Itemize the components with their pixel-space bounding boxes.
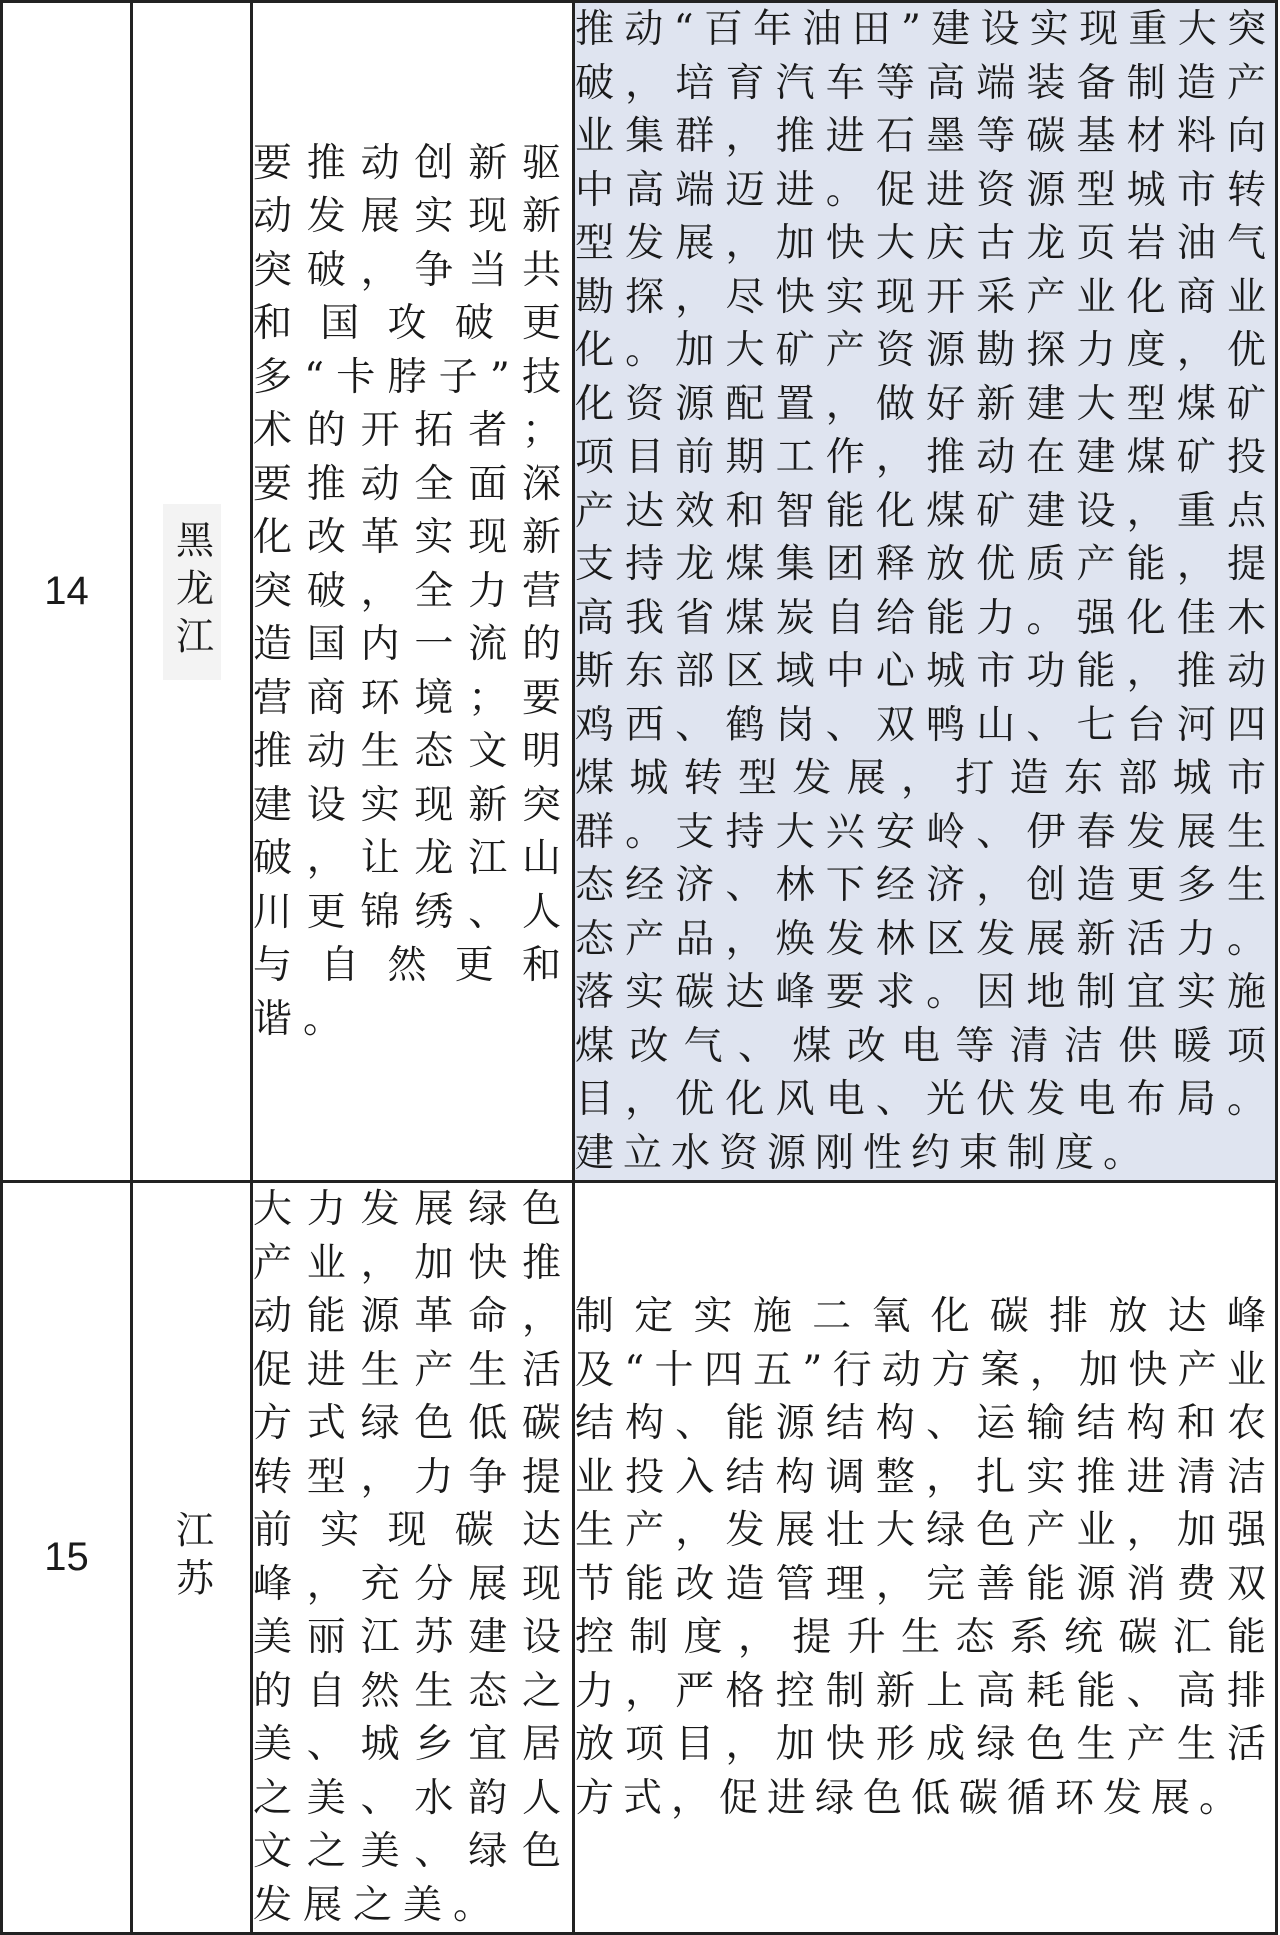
summary-cell: 大力发展绿色产业，加快推动能源革命，促进生产生活方式绿色低碳转型，力争提前实现碳达峰，充分展现美丽江苏建设的自然生态之美、城乡宜居之美、水韵人文之美、绿色发展之美。: [252, 1182, 574, 1934]
table-row: [2, 2, 1277, 1182]
province-cell: [132, 2, 252, 1182]
province-name: 江苏: [169, 1509, 214, 1606]
detail-cell: 推动“百年油田”建设实现重大突破，培育汽车等高端装备制造产业集群，推进石墨等碳基材料向中高端迈进。促进资源型城市转型发展，加快大庆古龙页岩油气勘探，尽快实现开采产业化商业化。加大矿产资源勘探力度，优化资源配置，做好新建大型煤矿项目前期工作，推动在建煤矿投产达效和智能化煤矿建设，重点支持龙煤集团释放优质产能，提高我省煤炭自给能力。强化佳木斯东部区域中心城市功能，推动鸡西、鹤岗、双鸭山、七台河四煤城转型发展，打造东部城市群。支持大兴安岭、伊春发展生态经济、林下经济，创造更多生态产品，焕发林区发展新活力。落实碳达峰要求。因地制宜实施煤改气、煤改电等清洁供暖项目，优化风电、光伏发电布局。建立水资源刚性约束制度。: [574, 2, 1277, 1182]
row-number: 15: [2, 1182, 132, 1934]
detail-cell: 制定实施二氧化碳排放达峰及“十四五”行动方案，加快产业结构、能源结构、运输结构和农业投入结构调整，扎实推进清洁生产，发展壮大绿色产业，加强节能改造管理，完善能源消费双控制度，提升生态系统碳汇能力，严格控制新上高耗能、高排放项目，加快形成绿色生产生活方式，促进绿色低碳循环发展。: [574, 1182, 1277, 1934]
summary-cell: 要推动创新驱动发展实现新突破，争当共和国攻破更多“卡脖子”技术的开拓者；要推动全面深化改革实现新突破，全力营造国内一流的营商环境；要推动生态文明建设实现新突破，让龙江山川更锦绣、人与自然更和谐。: [252, 2, 574, 1182]
table-row: [2, 1182, 1277, 1934]
province-name: 黑龙江: [163, 504, 221, 680]
row-number: 14: [2, 2, 132, 1182]
province-cell: [132, 1182, 252, 1934]
